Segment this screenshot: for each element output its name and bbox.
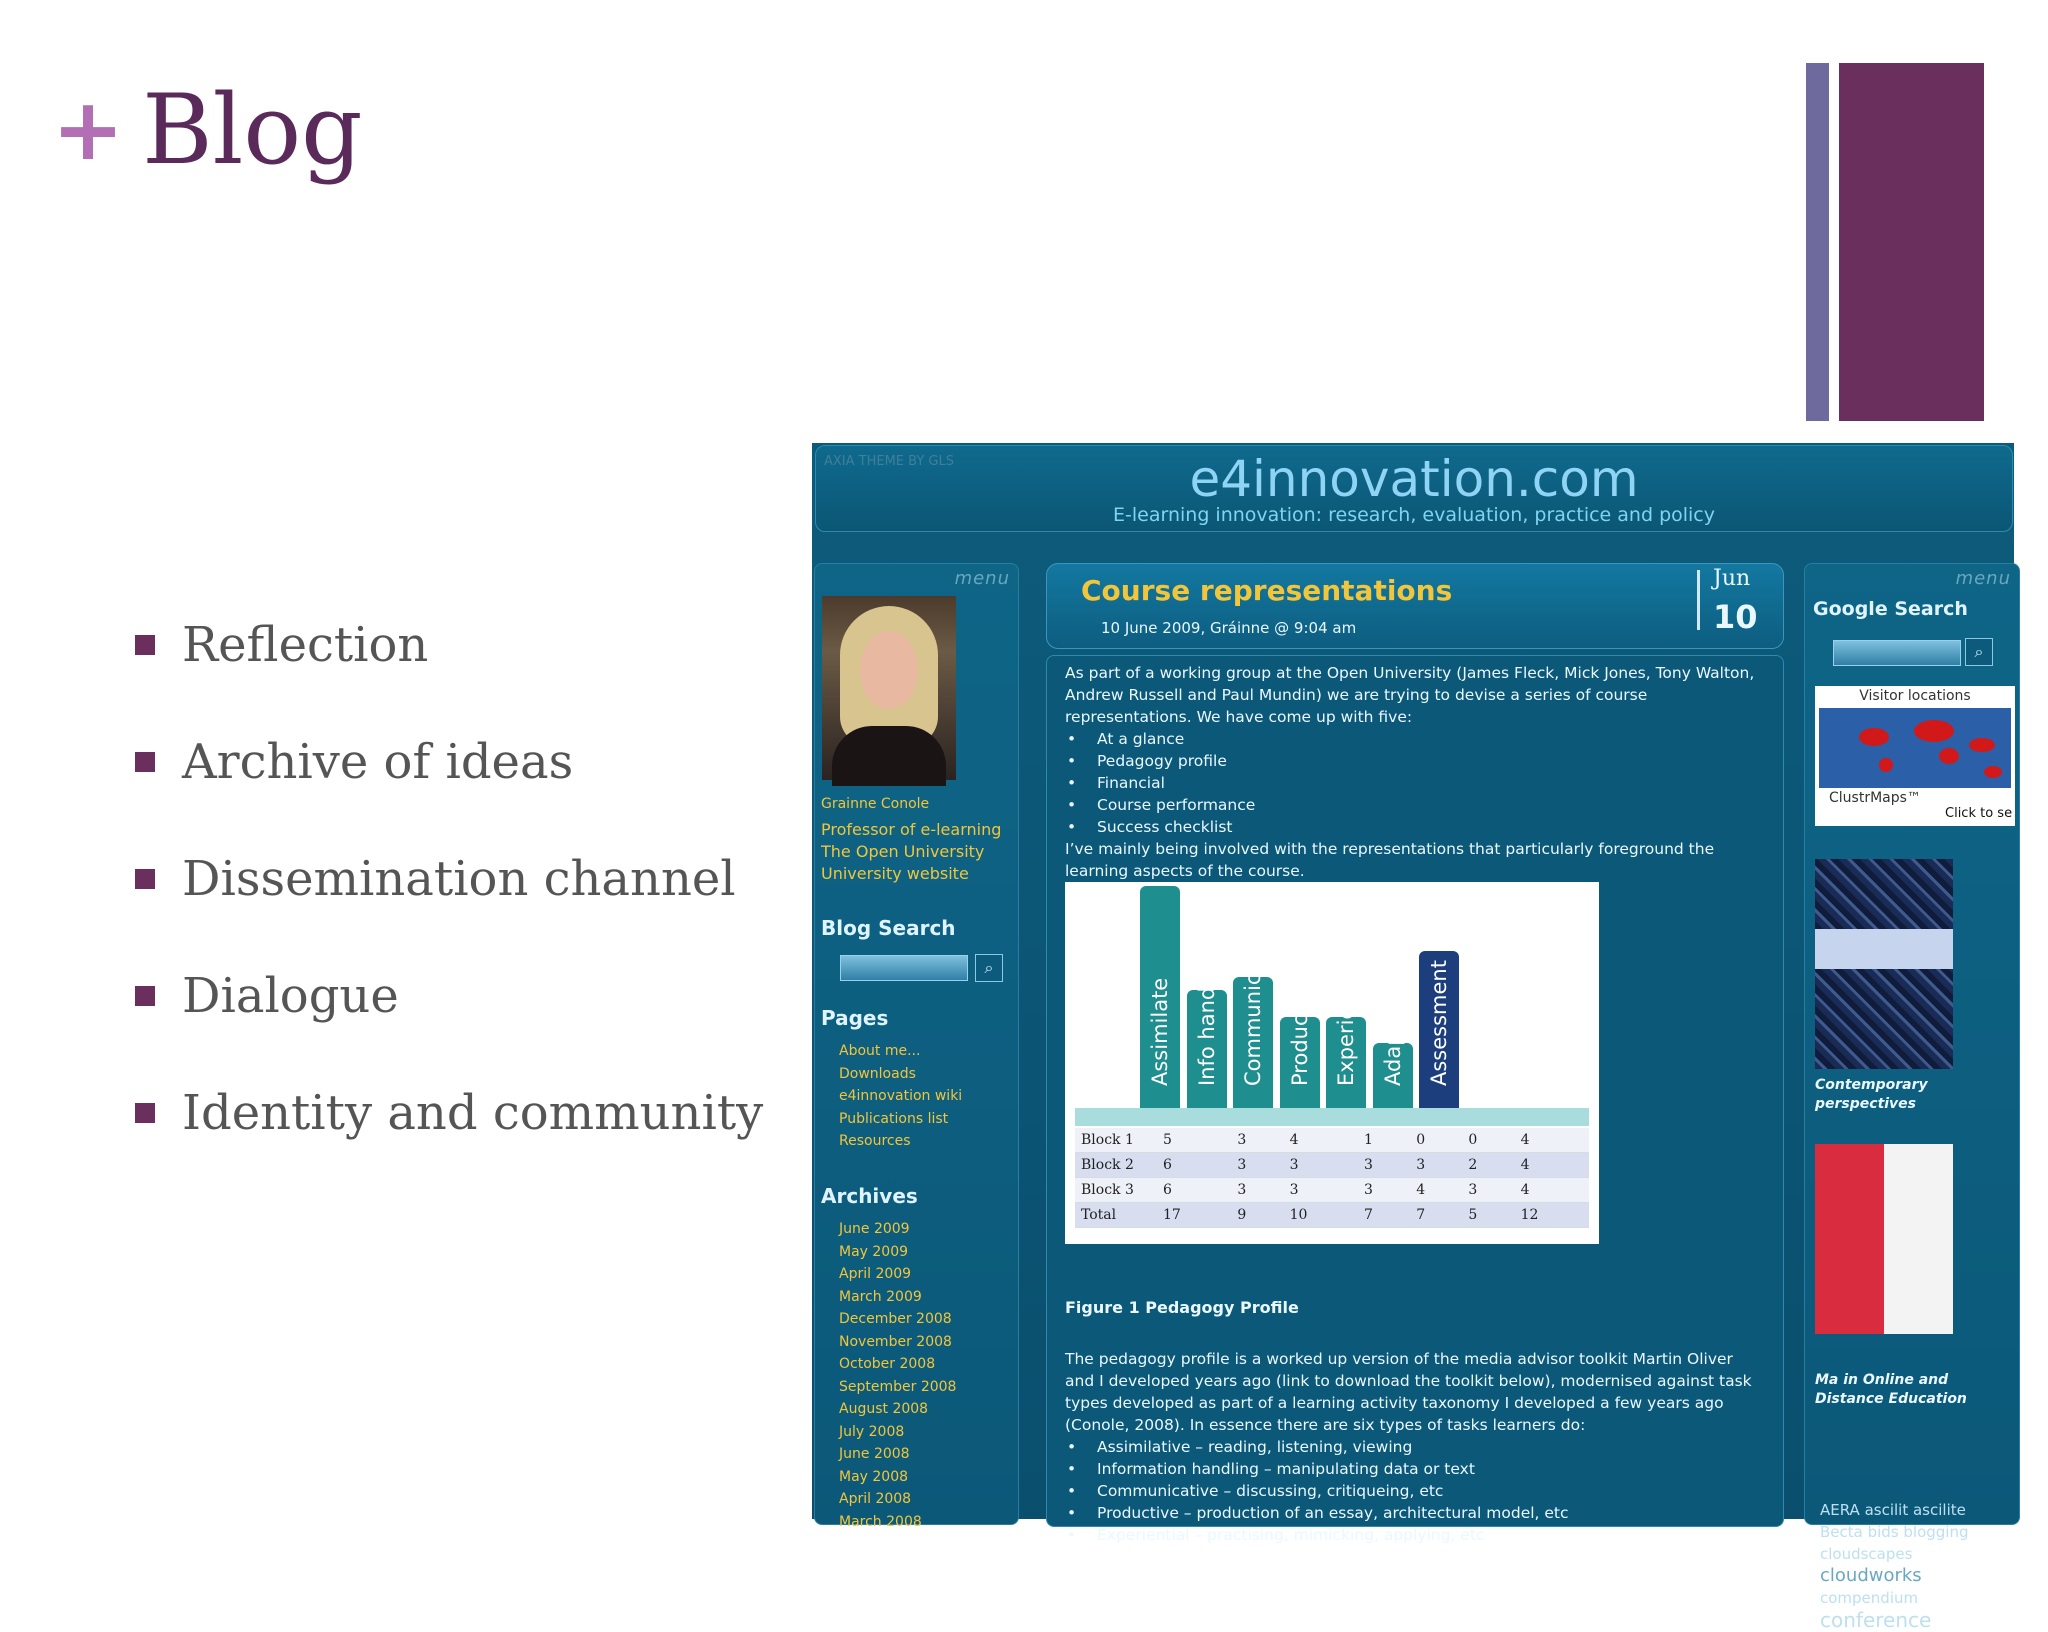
bullet-list <box>135 586 775 1171</box>
tag-link[interactable]: compendium <box>1820 1589 1919 1607</box>
table-cell: 17 <box>1157 1203 1231 1228</box>
table-cell: 5 <box>1462 1203 1514 1228</box>
chart-bar <box>1326 960 1366 1108</box>
table-cell: 7 <box>1410 1203 1462 1228</box>
tag-link[interactable]: Becta bids blogging <box>1820 1523 1969 1541</box>
page-link[interactable]: Publications list <box>839 1110 949 1127</box>
chart-bar <box>1233 920 1273 1108</box>
table-cell: 2 <box>1462 1153 1514 1178</box>
archive-link[interactable]: April 2008 <box>839 1491 912 1507</box>
table-row-label: Block 2 <box>1075 1153 1157 1178</box>
table-cell: 4 <box>1515 1128 1589 1153</box>
archive-link[interactable]: September 2008 <box>839 1378 957 1395</box>
list-item: • Information handling – manipulating data or text <box>1065 1458 1765 1480</box>
blog-search-heading: Blog Search <box>821 916 956 940</box>
table-header-band <box>1075 1108 1589 1126</box>
list-item: • Success checklist <box>1065 816 1765 838</box>
table-cell: 4 <box>1515 1153 1589 1178</box>
list-item: • Financial <box>1065 772 1765 794</box>
archive-link[interactable]: June 2009 <box>839 1221 910 1237</box>
table-cell: 0 <box>1410 1128 1462 1153</box>
left-menu-label: menu <box>954 568 1010 589</box>
table-cell: 12 <box>1515 1203 1589 1228</box>
visitor-map-widget[interactable] <box>1815 686 2015 826</box>
tag-link[interactable]: conference <box>1820 1608 1932 1632</box>
author-link[interactable]: Professor of e-learning <box>821 820 1002 839</box>
archive-link[interactable]: August 2008 <box>839 1401 929 1417</box>
page-link[interactable]: e4innovation wiki <box>839 1088 963 1104</box>
chart-bar-label: Communication <box>1241 920 1265 1086</box>
bullet-item <box>135 703 775 820</box>
archive-link[interactable]: October 2008 <box>839 1356 936 1372</box>
bullet-text: Reflection <box>182 616 429 673</box>
archive-link[interactable]: May 2008 <box>839 1468 909 1485</box>
slide-title <box>52 70 363 190</box>
search-icon[interactable]: ⌕ <box>975 954 1003 982</box>
table-cell: 10 <box>1284 1203 1358 1228</box>
chart-bar-label: Info handling <box>1194 948 1219 1086</box>
pages-list <box>839 1040 962 1153</box>
date-divider <box>1697 570 1700 630</box>
archive-link[interactable]: December 2008 <box>839 1311 952 1327</box>
page-link[interactable]: About me... <box>839 1043 921 1059</box>
bullet-square-icon <box>135 635 155 655</box>
pages-heading: Pages <box>821 1006 889 1030</box>
bullet-text: Archive of ideas <box>182 733 574 790</box>
accent-bar-thin <box>1806 63 1829 421</box>
blog-search-input[interactable] <box>840 955 968 981</box>
tag-link[interactable]: AERA ascilit ascilite <box>1820 1501 1966 1519</box>
list-item: • At a glance <box>1065 728 1765 750</box>
pedagogy-profile-chart <box>1065 882 1599 1244</box>
table-cell: 3 <box>1462 1178 1514 1203</box>
list-item: • Course performance <box>1065 794 1765 816</box>
table-row <box>1075 1153 1589 1178</box>
table-cell: 0 <box>1462 1128 1514 1153</box>
archive-link[interactable]: June 2008 <box>839 1446 910 1462</box>
site-header <box>815 445 2013 532</box>
list-item: • Assimilative – reading, listening, viewing <box>1065 1436 1765 1458</box>
archive-link[interactable]: March 2008 <box>839 1513 922 1530</box>
chart-bar-label: Adaptive <box>1380 993 1405 1086</box>
table-cell: 9 <box>1231 1203 1283 1228</box>
post-body <box>1046 655 1784 1544</box>
archive-link[interactable]: May 2009 <box>839 1243 909 1260</box>
site-name-link[interactable]: e4innovation.com <box>1189 450 1639 508</box>
accent-bar-thick <box>1839 63 1984 421</box>
archive-link[interactable]: July 2008 <box>839 1423 905 1440</box>
post-byline: 10 June 2009, Gráinne @ 9:04 am <box>1101 619 1357 637</box>
bullet-square-icon <box>135 1103 155 1123</box>
table-cell: 3 <box>1410 1153 1462 1178</box>
table-row-label: Block 3 <box>1075 1178 1157 1203</box>
page-link[interactable]: Downloads <box>839 1065 916 1082</box>
archive-link[interactable]: November 2008 <box>839 1333 952 1350</box>
chart-bar <box>1419 951 1459 1108</box>
slide-title-text: Blog <box>142 74 363 186</box>
map-click-link[interactable]: Click to se <box>1945 806 2013 821</box>
archive-link[interactable]: March 2009 <box>839 1288 922 1305</box>
chart-bar-label: Productive <box>1287 975 1312 1086</box>
bullet-item <box>135 937 775 1054</box>
table-row <box>1075 1178 1589 1203</box>
site-tagline: E-learning innovation: research, evaluation, practice and policy <box>1113 504 1715 526</box>
left-sidebar <box>814 563 1019 1530</box>
bullet-text: Dissemination channel <box>182 850 736 907</box>
list-item: • Experiential – practising, mimicking, applying, etc <box>1065 1524 1765 1546</box>
table-cell: 7 <box>1358 1203 1410 1228</box>
post-title-link[interactable]: Course representations <box>1081 574 1453 607</box>
bullet-text: Identity and community <box>182 1084 764 1141</box>
book1-caption[interactable]: Contemporary perspectives <box>1815 1077 1928 1112</box>
author-link[interactable]: University website <box>821 864 969 883</box>
task-types-list <box>1065 1436 1765 1546</box>
chart-bar-label: Assessment <box>1427 960 1451 1086</box>
tag-link[interactable]: cloudworks <box>1820 1565 1922 1586</box>
archives-heading: Archives <box>821 1184 918 1208</box>
table-cell: 3 <box>1284 1153 1358 1178</box>
book2-caption[interactable]: Ma in Online and Distance Education <box>1815 1372 1967 1407</box>
table-cell: 3 <box>1231 1128 1283 1153</box>
table-row <box>1075 1128 1589 1153</box>
search-icon[interactable]: ⌕ <box>1965 638 1993 666</box>
table-cell: 4 <box>1284 1128 1358 1153</box>
chart-bar <box>1140 886 1180 1108</box>
date-month: Jun <box>1713 566 1751 591</box>
right-sidebar <box>1804 563 2020 1632</box>
list-item: • Productive – production of an essay, architectural model, etc <box>1065 1502 1765 1524</box>
page-link[interactable]: Resources <box>839 1133 911 1149</box>
archives-list <box>839 1218 956 1533</box>
bullet-item <box>135 820 775 937</box>
representations-list <box>1065 728 1765 838</box>
author-name-link[interactable]: Grainne Conole <box>821 796 930 812</box>
programme-cover-image[interactable] <box>1815 1144 1953 1334</box>
list-item: • Communicative – discussing, critiqueing, etc <box>1065 1480 1765 1502</box>
blog-screenshot <box>812 443 2014 1632</box>
table-row <box>1075 1203 1589 1228</box>
table-cell: 4 <box>1515 1178 1589 1203</box>
chart-bar-label: Experiential <box>1334 960 1358 1086</box>
author-link[interactable]: The Open University <box>821 842 985 861</box>
bullet-square-icon <box>135 869 155 889</box>
table-cell: 3 <box>1231 1178 1283 1203</box>
author-links <box>821 819 1001 885</box>
table-cell: 6 <box>1157 1178 1231 1203</box>
map-brand: ClustrMaps™ <box>1829 790 1921 806</box>
chart-bar <box>1373 993 1413 1108</box>
table-cell: 1 <box>1358 1128 1410 1153</box>
pedagogy-table <box>1075 1128 1589 1228</box>
table-cell: 3 <box>1284 1178 1358 1203</box>
plus-icon: + <box>52 80 125 180</box>
right-menu-label: menu <box>1955 568 2011 589</box>
archive-link[interactable]: April 2009 <box>839 1266 912 1282</box>
post-paragraph: The pedagogy profile is a worked up version of the media advisor toolkit Martin Oliver and I developed years ago (link to download the toolkit below), modernised against task types developed as part of a learning activity taxonomy I developed a few years ago (Conole, 2008). In essence there are six types of tasks learners do: <box>1065 1350 1752 1434</box>
table-cell: 4 <box>1410 1178 1462 1203</box>
figure-caption: Figure 1 Pedagogy Profile <box>1065 1298 1299 1317</box>
map-title: Visitor locations <box>1859 688 1971 704</box>
chart-bar-label: Assimilate <box>1148 977 1172 1086</box>
table-cell: 5 <box>1157 1128 1231 1153</box>
book-cover-image[interactable] <box>1815 859 1953 1069</box>
google-search-heading: Google Search <box>1813 598 1968 620</box>
table-row-label: Total <box>1075 1203 1157 1228</box>
table-cell: 6 <box>1157 1153 1231 1178</box>
bullet-square-icon <box>135 986 155 1006</box>
table-cell: 3 <box>1358 1153 1410 1178</box>
post-header <box>1046 563 1784 649</box>
tag-link[interactable]: cloudscapes <box>1820 1545 1913 1563</box>
tag-cloud <box>1820 1499 1969 1631</box>
bullet-item <box>135 1054 775 1171</box>
google-search-input[interactable] <box>1833 640 1961 666</box>
post-intro: As part of a working group at the Open University (James Fleck, Mick Jones, Tony Walton, Andrew Russell and Paul Mundin) we are trying to devise a series of course representations. We have come up with five: <box>1065 664 1755 726</box>
chart-bar <box>1280 975 1320 1108</box>
table-row-label: Block 1 <box>1075 1128 1157 1153</box>
table-cell: 3 <box>1231 1153 1283 1178</box>
author-photo <box>822 596 956 780</box>
table-cell: 3 <box>1358 1178 1410 1203</box>
list-item: • Pedagogy profile <box>1065 750 1765 772</box>
post-paragraph: I’ve mainly being involved with the representations that particularly foreground the learning aspects of the course. <box>1065 840 1715 880</box>
bullet-item <box>135 586 775 703</box>
date-day: 10 <box>1713 598 1758 636</box>
theme-credit: AXIA THEME BY GLS <box>824 454 954 469</box>
chart-bar <box>1187 948 1227 1108</box>
bullet-square-icon <box>135 752 155 772</box>
bullet-text: Dialogue <box>182 967 399 1024</box>
world-map-icon <box>1819 708 2011 788</box>
